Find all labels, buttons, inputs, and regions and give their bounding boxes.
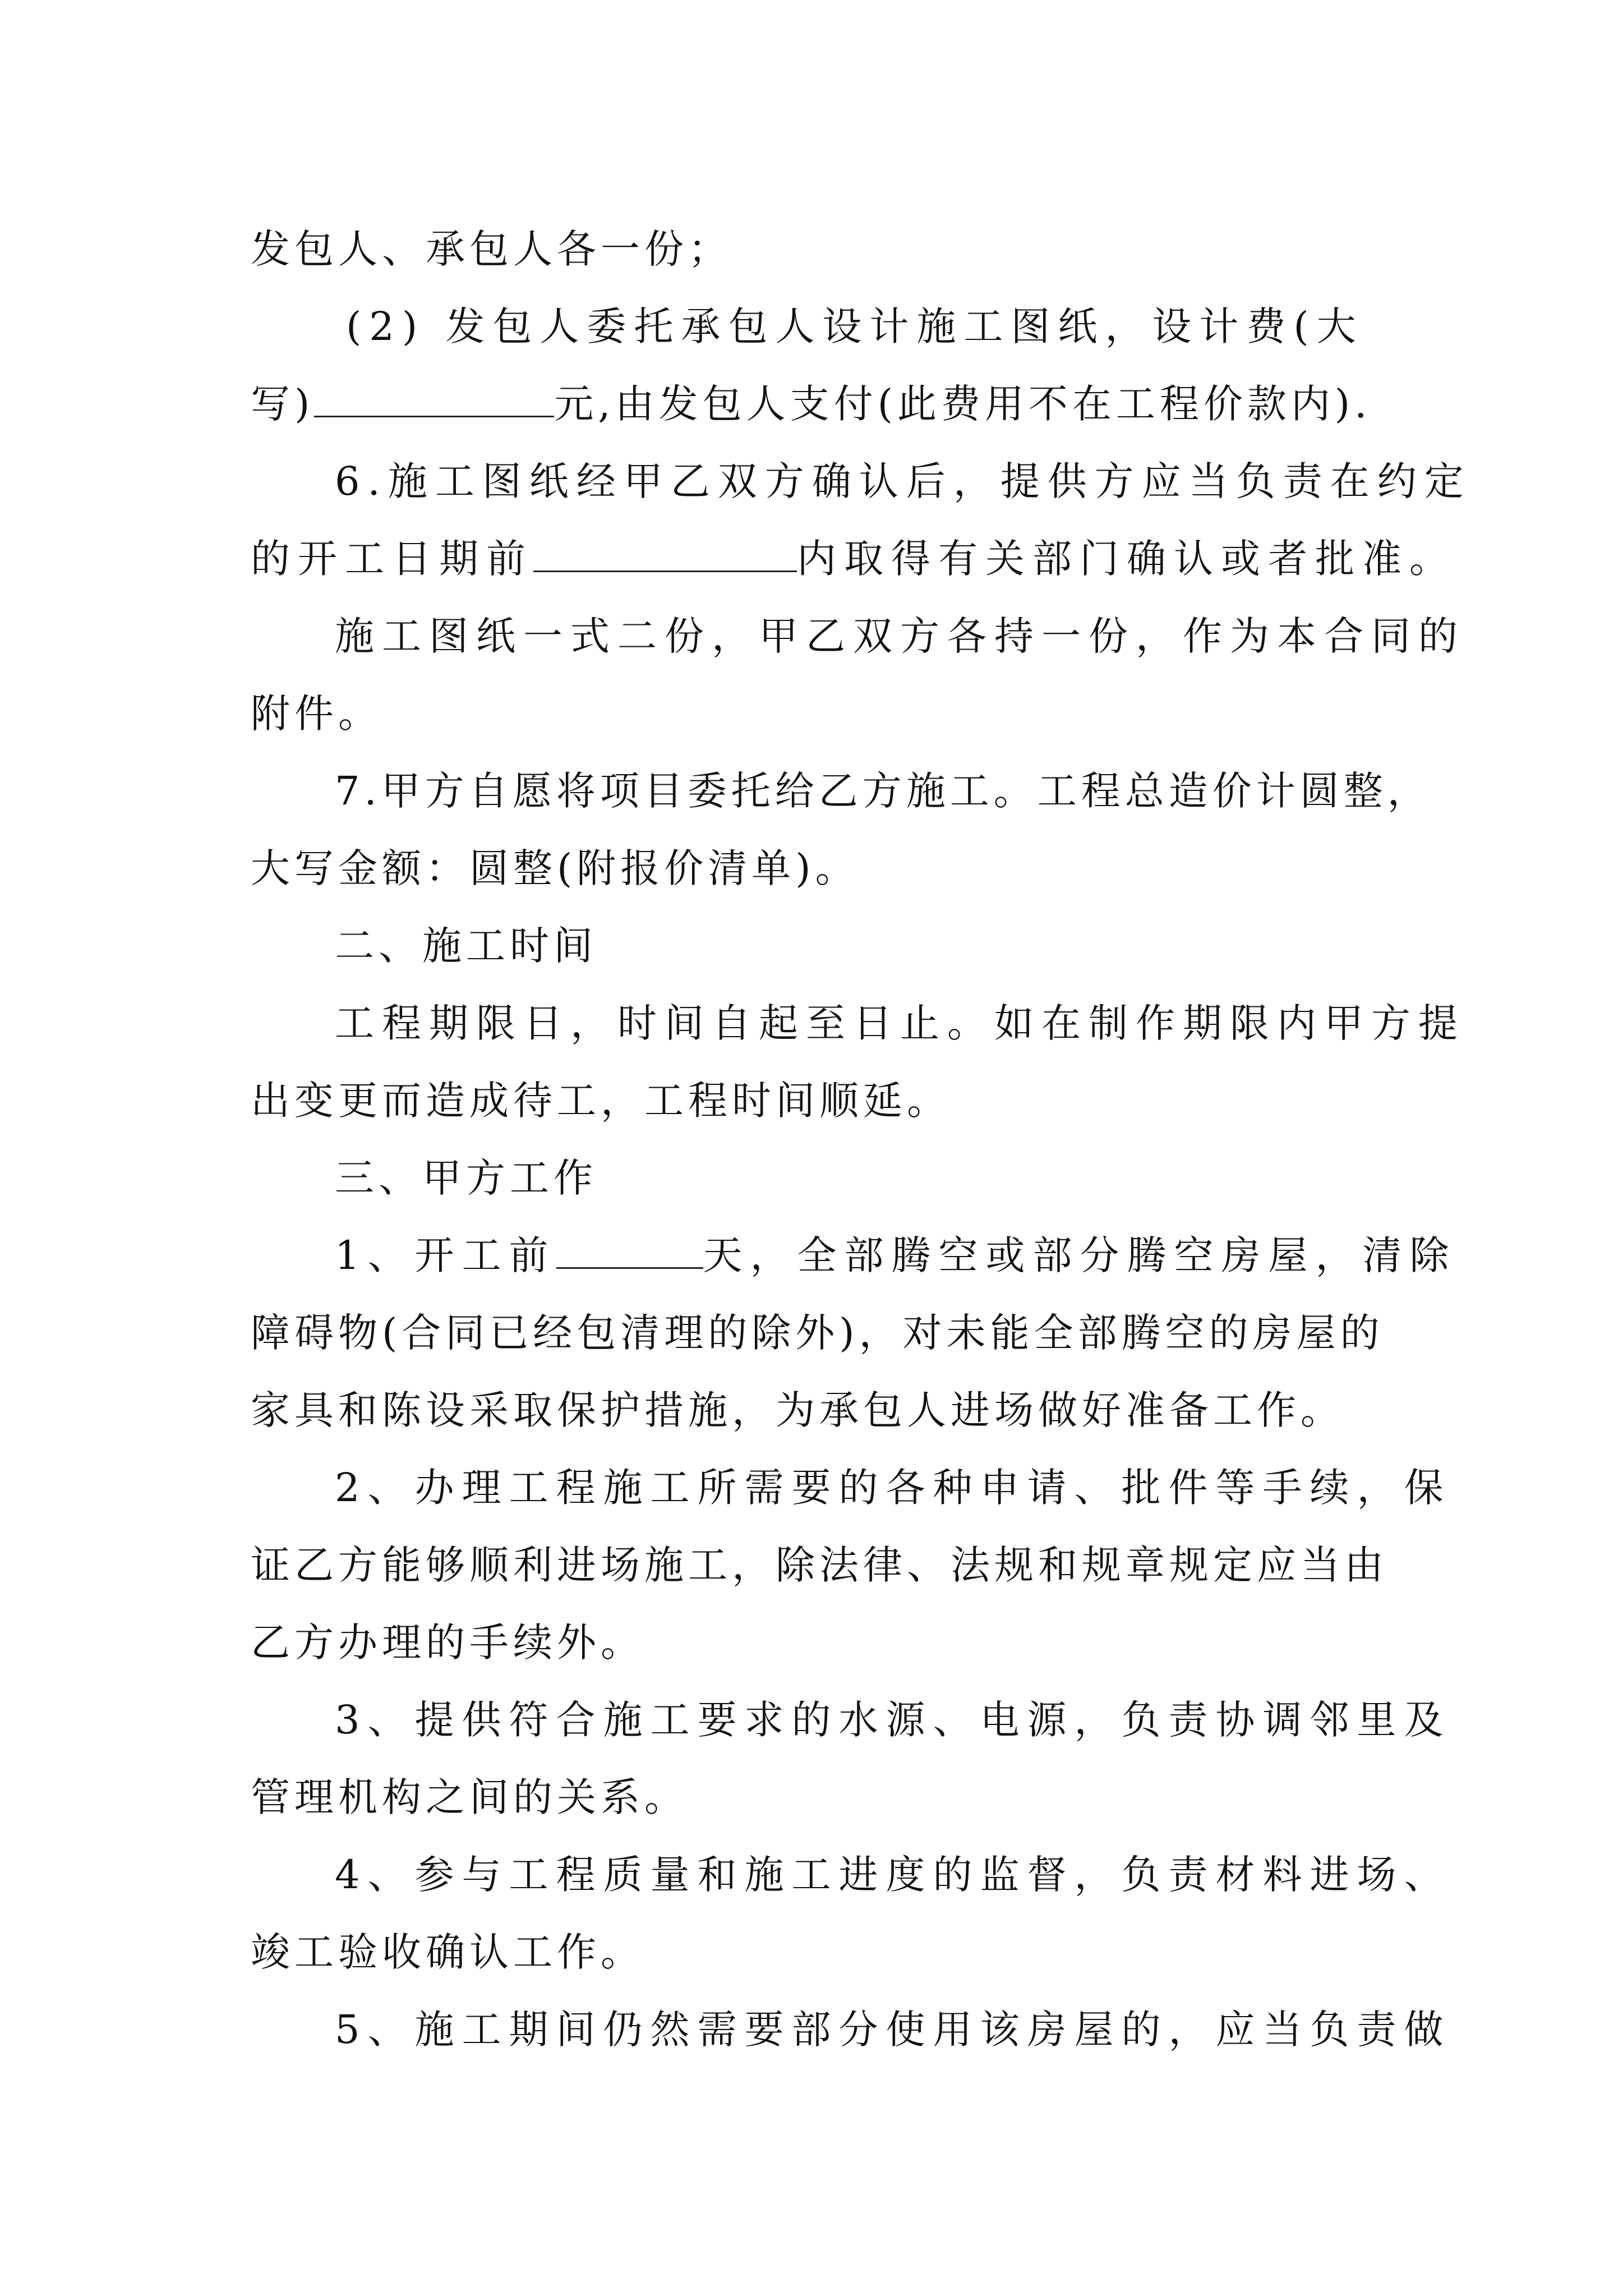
text-line: 4、参与工程质量和施工进度的监督，负责材料进场、	[335, 1852, 1451, 1898]
text-line: 证乙方能够顺利进场施工，除法律、法规和规章规定应当由	[251, 1542, 1388, 1588]
text-line	[251, 520, 1456, 597]
text-fragment: 的开工日期前	[251, 536, 533, 582]
text-line: 家具和陈设采取保护措施，为承包人进场做好准备工作。	[251, 1387, 1344, 1433]
text-fragment: 内取得有关部门确认或者批准。	[797, 536, 1456, 582]
text-fragment: 天，全部腾空或部分腾空房屋，清除	[703, 1232, 1457, 1278]
text-fragment: 写)	[251, 381, 315, 427]
text-line: 6.施工图纸经甲乙双方确认后，提供方应当负责在约定	[335, 458, 1472, 504]
text-line: 施工图纸一式二份，甲乙双方各持一份，作为本合同的	[335, 613, 1465, 659]
text-fragment: 元,由发包人支付(此费用不在工程价款内).	[554, 381, 1372, 427]
text-line: 管理机构之间的关系。	[251, 1774, 688, 1820]
text-line: 障碍物(合同已经包清理的除外)，对未能全部腾空的房屋的	[251, 1310, 1384, 1356]
text-line: 发包人、承包人各一份；	[251, 226, 732, 272]
text-line	[251, 1217, 1457, 1294]
section-heading: 二、施工时间	[335, 923, 597, 969]
text-line: 3、提供符合施工要求的水源、电源，负责协调邻里及	[335, 1697, 1451, 1743]
text-line: (2) 发包人委托承包人设计施工图纸，设计费(大	[346, 303, 1364, 349]
fill-in-blank	[314, 384, 554, 417]
text-fragment: 1、开工前	[335, 1232, 556, 1278]
text-line: 2、办理工程施工所需要的各种申请、批件等手续，保	[335, 1465, 1451, 1511]
text-line: 工程期限日，时间自起至日止。如在制作期限内甲方提	[335, 1000, 1465, 1046]
document-body	[251, 210, 1472, 2068]
text-line: 5、施工期间仍然需要部分使用该房屋的，应当负责做	[335, 2007, 1451, 2053]
text-line: 竣工验收确认工作。	[251, 1929, 644, 1975]
text-line	[251, 365, 1400, 443]
text-line: 乙方办理的手续外。	[251, 1619, 644, 1665]
section-heading: 三、甲方工作	[335, 1155, 597, 1201]
text-line: 附件。	[251, 691, 382, 737]
text-line: 出变更而造成待工，工程时间顺延。	[251, 1078, 951, 1124]
text-line: 大写金额：圆整(附报价清单)。	[251, 845, 859, 891]
text-line: 7.甲方自愿将项目委托给乙方施工。工程总造价计圆整，	[335, 768, 1431, 814]
fill-in-blank	[533, 539, 797, 572]
fill-in-blank	[556, 1236, 703, 1269]
